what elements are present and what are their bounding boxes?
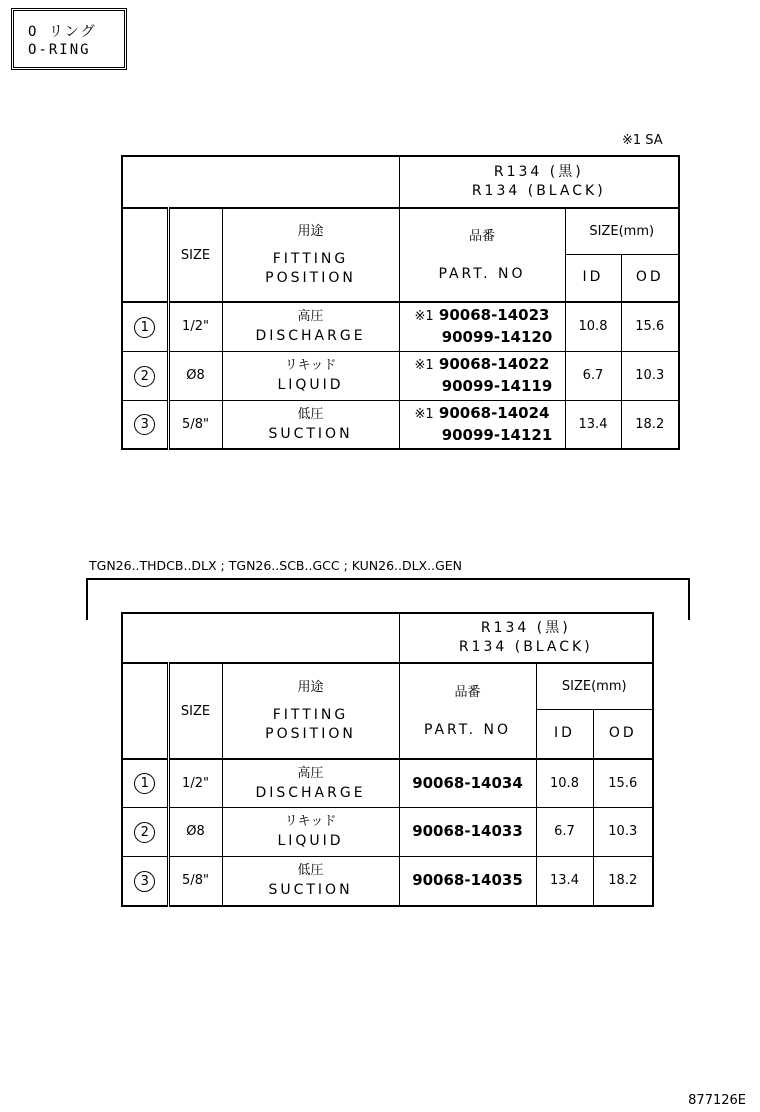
- row-size: 5/8": [168, 400, 222, 449]
- row-number: 1: [134, 773, 155, 794]
- row-od: 18.2: [593, 856, 653, 906]
- part-header-jp: 品番: [468, 228, 495, 244]
- sizemm-header: SIZE(mm): [565, 208, 679, 254]
- row-fitting: [222, 807, 399, 856]
- refrigerant-jp: R134 (黒): [493, 164, 584, 180]
- row-size: Ø8: [168, 807, 222, 856]
- part-header-jp: 品番: [454, 684, 481, 700]
- row-part: 90068-14033: [399, 807, 536, 856]
- row-part-mark: ※1: [414, 406, 434, 422]
- refrigerant-cell: [399, 613, 653, 663]
- row-size: Ø8: [168, 351, 222, 400]
- part-header-en: PART. NO: [438, 265, 526, 282]
- row-part: 90068-14035: [399, 856, 536, 906]
- part-header: [399, 663, 536, 759]
- row-fitting-jp: リキッド: [284, 814, 337, 829]
- row-part-2: 90099-14121: [441, 425, 553, 444]
- row-id: 13.4: [565, 400, 621, 449]
- refrigerant-row: [122, 613, 653, 663]
- row-part-1: 90068-14024: [438, 403, 550, 422]
- row-number-cell: [122, 302, 168, 351]
- row-size: 1/2": [168, 759, 222, 807]
- size-header: SIZE: [168, 663, 222, 759]
- fitting-header-jp: 用途: [297, 224, 324, 239]
- header-row: [122, 208, 679, 254]
- fitting-header-jp: 用途: [297, 680, 324, 695]
- row-size: 1/2": [168, 302, 222, 351]
- refrigerant-jp: R134 (黒): [480, 620, 571, 636]
- table-row: [122, 351, 679, 400]
- row-fitting: [222, 351, 399, 400]
- row-id: 13.4: [536, 856, 593, 906]
- table-row: [122, 807, 653, 856]
- row-fitting-en: LIQUID: [277, 833, 344, 849]
- row-od: 15.6: [621, 302, 679, 351]
- row-part: 90068-14034: [399, 759, 536, 807]
- row-fitting-jp: リキッド: [284, 358, 337, 373]
- table-row: [122, 759, 653, 807]
- row-number-cell: [122, 759, 168, 807]
- row-number: 1: [134, 317, 155, 338]
- row-number: 2: [134, 822, 155, 843]
- row-id: 6.7: [565, 351, 621, 400]
- table-row: [122, 302, 679, 351]
- row-part: [399, 400, 565, 449]
- row-od: 10.3: [621, 351, 679, 400]
- row-number: 3: [134, 871, 155, 892]
- row-fitting-en: LIQUID: [277, 377, 344, 393]
- num-header-cell: [122, 208, 168, 302]
- row-id: 10.8: [565, 302, 621, 351]
- table-row: [122, 400, 679, 449]
- num-header-cell: [122, 663, 168, 759]
- row-part-mark: ※1: [414, 309, 434, 325]
- row-number: 2: [134, 366, 155, 387]
- row-id: 10.8: [536, 759, 593, 807]
- table-row: [122, 856, 653, 906]
- fitting-header-en-2: POSITION: [265, 270, 356, 286]
- row-number-cell: [122, 856, 168, 906]
- row-part-2: 90099-14120: [441, 328, 553, 347]
- illustration-number: 877126E: [688, 1093, 746, 1108]
- sa-note: ※1 SA: [622, 133, 663, 148]
- row-part: [399, 302, 565, 351]
- refrigerant-cell: [399, 156, 679, 208]
- fitting-header: [222, 208, 399, 302]
- row-part: [399, 351, 565, 400]
- row-od: 15.6: [593, 759, 653, 807]
- title-en: O-RING: [28, 42, 91, 58]
- part-header-en: PART. NO: [423, 721, 512, 738]
- fitting-header-en-1: FITTING: [272, 707, 349, 723]
- size-header: SIZE: [168, 208, 222, 302]
- row-fitting: [222, 400, 399, 449]
- row-fitting: [222, 302, 399, 351]
- row-number: 3: [134, 414, 155, 435]
- row-part-1: 90068-14022: [438, 355, 550, 373]
- fitting-header-en-2: POSITION: [265, 726, 356, 742]
- refrigerant-en: R134 (BLACK): [458, 639, 593, 655]
- row-fitting-jp: 高圧: [297, 309, 324, 325]
- applicability-text: TGN26..THDCB..DLX ; TGN26..SCB..GCC ; KUN26..DLX..GEN: [89, 558, 463, 573]
- row-part-1: 90068-14023: [438, 306, 550, 325]
- row-fitting-jp: 高圧: [297, 765, 324, 781]
- sizemm-header: SIZE(mm): [536, 663, 653, 709]
- refrigerant-row: [122, 156, 679, 208]
- row-fitting-jp: 低圧: [297, 406, 324, 422]
- row-part-2: 90099-14119: [441, 377, 553, 395]
- row-size: 5/8": [168, 856, 222, 906]
- row-fitting-en: SUCTION: [268, 425, 353, 442]
- row-fitting-en: SUCTION: [268, 882, 353, 899]
- refrigerant-en: R134 (BLACK): [471, 183, 606, 199]
- row-od: 18.2: [621, 400, 679, 449]
- row-part-mark: ※1: [414, 358, 434, 373]
- row-fitting: [222, 856, 399, 906]
- blank-header-cell: [122, 613, 399, 663]
- row-fitting: [222, 759, 399, 807]
- parts-table-2: [121, 612, 654, 907]
- fitting-header: [222, 663, 399, 759]
- row-fitting-en: DISCHARGE: [255, 784, 366, 801]
- row-fitting-en: DISCHARGE: [255, 328, 366, 345]
- blank-header-cell: [122, 156, 399, 208]
- id-header: ID: [536, 709, 593, 759]
- part-header: [399, 208, 565, 302]
- row-number-cell: [122, 351, 168, 400]
- title-box: [11, 8, 127, 70]
- od-header: OD: [621, 254, 679, 302]
- row-number-cell: [122, 400, 168, 449]
- od-header: OD: [593, 709, 653, 759]
- fitting-header-en-1: FITTING: [272, 251, 349, 267]
- row-fitting-jp: 低圧: [297, 863, 324, 879]
- header-row: [122, 663, 653, 709]
- parts-table-1: [121, 155, 680, 450]
- id-header: ID: [565, 254, 621, 302]
- row-od: 10.3: [593, 807, 653, 856]
- row-id: 6.7: [536, 807, 593, 856]
- title-jp: O リング: [28, 24, 97, 40]
- row-number-cell: [122, 807, 168, 856]
